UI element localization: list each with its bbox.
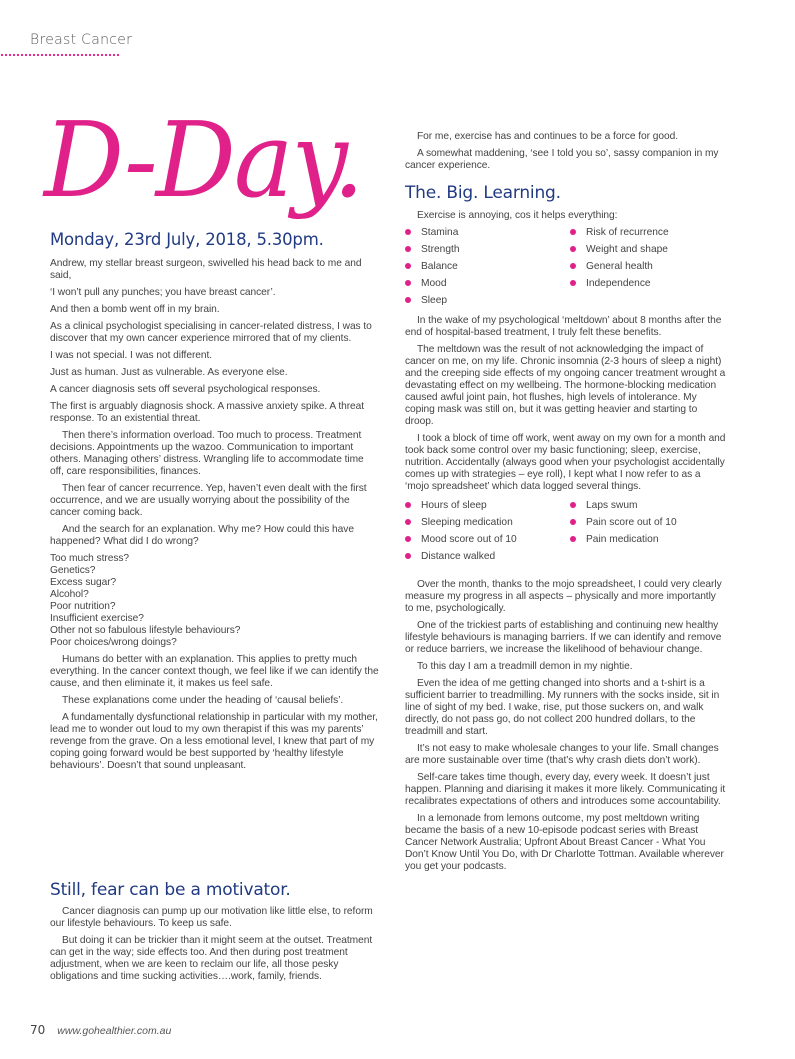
benefits-list [405, 224, 727, 309]
list-item: Independence [570, 275, 720, 292]
dateline-heading: Monday, 23rd July, 2018, 5.30pm. [50, 230, 324, 249]
paragraph: And then a bomb went off in my brain. [50, 304, 220, 315]
list-item: Strength [405, 241, 570, 258]
question-line: Genetics? [50, 565, 96, 576]
list-item: General health [570, 258, 720, 275]
list-item: Mood score out of 10 [405, 531, 570, 548]
paragraph: Cancer diagnosis can pump up our motivation like little else, to reform our lifestyle behaviours. To keep us safe. [50, 906, 373, 929]
question-line: Too much stress? [50, 553, 130, 564]
list-item: Risk of recurrence [570, 224, 720, 241]
paragraph: In the wake of my psychological ‘meltdown’ about 8 months after the end of hospital-based treatment, I truly felt these benefits. [405, 315, 722, 338]
paragraph: But doing it can be trickier than it might seem at the outset. Treatment can get in the way; side effects too. And then during post treatment adjustment, when we are keen to reclaim our life, all those pesky obligations and time sucking activities….work, family, friends. [50, 935, 373, 982]
paragraph: Over the month, thanks to the mojo spreadsheet, I could very clearly measure my progress in all aspects – physically and more importantly to me, psychologically. [405, 579, 722, 614]
paragraph: Even the idea of me getting changed into shorts and a t-shirt is a sufficient barrier to treadmilling. My runners with the socks inside, sit in line of sight of my bed. I wake, rise, put those suckers on, and walk directly, do not pass go, do not collect 200 hundred dollars, to the treadmill and start. [405, 678, 720, 737]
paragraph: The meltdown was the result of not acknowledging the impact of cancer on me, on my life. Chronic insomnia (2-3 hours of sleep a night) and the creeping side effects of my ongoing cancer treatment wrought a devastating effect on my wellbeing. The hormone-blocking medication caused awful joint pain, hot flushes, high levels of intolerance. My coping mask was still on, but it was getting heavier and starting to droop. [405, 344, 726, 427]
page-number: 70 [30, 1023, 46, 1037]
paragraph: In a lemonade from lemons outcome, my post meltdown writing became the basis of a new 10-episode podcast series with Breast Cancer Network Australia; Upfront About Breast Cancer - What You Don’t Know Until You Do, with Dr Charlotte Tottman. Available wherever you get your podcasts. [405, 813, 724, 872]
list-item: Weight and shape [570, 241, 720, 258]
paragraph: A fundamentally dysfunctional relationship in particular with my mother, lead me to wonder out loud to my own therapist if this was my parents’ revenge from the grave. On a less emotional level, I knew that part of my coping going forward would be best supported by ‘healthy lifestyle behaviours’. Doesn’t that sound unpleasant. [50, 712, 378, 771]
paragraph: To this day I am a treadmill demon in my nightie. [417, 661, 633, 672]
paragraph: Just as human. Just as vulnerable. As everyone else. [50, 367, 288, 378]
paragraph: Self-care takes time though, every day, every week. It doesn’t just happen. Planning and diarising it makes it more likely. Communicating it recalibrates expectations of others and introduces some accountability. [405, 772, 726, 807]
question-line: Insufficient exercise? [50, 613, 144, 624]
list-item: Distance walked [405, 548, 570, 565]
section-heading-big-learning: The. Big. Learning. [405, 183, 561, 203]
paragraph: And the search for an explanation. Why me? How could this have happened? What did I do wrong? [50, 524, 354, 547]
right-body [405, 210, 727, 873]
paragraph: For me, exercise has and continues to be a force for good. [417, 131, 678, 142]
paragraph: A cancer diagnosis sets off several psychological responses. [50, 384, 321, 395]
paragraph: It’s not easy to make wholesale changes to your life. Small changes are more sustainable over time (that’s why crash diets don’t work). [405, 743, 719, 766]
list-item: Stamina [405, 224, 570, 241]
paragraph: As a clinical psychologist specialising in cancer-related distress, I was to discover that my own cancer experience mirrored that of my clients. [50, 321, 372, 344]
question-line: Poor nutrition? [50, 601, 116, 612]
dotted-rule [0, 53, 120, 56]
list-item: Pain medication [570, 531, 720, 548]
paragraph: Then fear of cancer recurrence. Yep, haven’t even dealt with the first occurrence, and we are usually worrying about the possibility of the cancer coming back. [50, 483, 367, 518]
paragraph: The first is arguably diagnosis shock. A massive anxiety spike. A threat response. To an existential threat. [50, 401, 365, 424]
paragraph: One of the trickiest parts of establishing and continuing new healthy lifestyle behaviours is managing barriers. If we can identify and remove or reduce barriers, we increase the likelihood of behaviour change. [405, 620, 722, 655]
website-url: www.gohealthier.com.au [57, 1025, 172, 1037]
tracking-list [405, 497, 727, 565]
paragraph: Humans do better with an explanation. This applies to pretty much everything. In the cancer context though, we feel like if we can identify the cause, and then eliminate it, it makes us feel safe. [50, 654, 379, 689]
list-item: Sleeping medication [405, 514, 570, 531]
question-list [50, 553, 380, 649]
section-tag: Breast Cancer [30, 32, 133, 48]
paragraph: I was not special. I was not different. [50, 350, 213, 361]
article-title: D-Day. [44, 99, 363, 221]
list-item: Pain score out of 10 [570, 514, 720, 531]
question-line: Poor choices/wrong doings? [50, 637, 177, 648]
paragraph: Then there’s information overload. Too much to process. Treatment decisions. Appointments up the wazoo. Communication to important others. Managing others’ distress. Wrangling life to accommodate time off, care responsibilities, finances. [50, 430, 364, 477]
page-footer [30, 1023, 171, 1037]
list-item: Sleep [405, 292, 570, 309]
paragraph: ‘I won’t pull any punches; you have breast cancer’. [50, 287, 276, 298]
list-item: Hours of sleep [405, 497, 570, 514]
right-intro [405, 131, 727, 172]
paragraph: Exercise is annoying, cos it helps everything: [417, 210, 618, 221]
left-body [50, 258, 380, 772]
section-heading-motivator: Still, fear can be a motivator. [50, 880, 291, 900]
paragraph: A somewhat maddening, ‘see I told you so’, sassy companion in my cancer experience. [405, 148, 719, 171]
paragraph: I took a block of time off work, went away on my own for a month and took back some control over my basic functioning; sleep, exercise, nutrition. Accidentally (always good when your psychologist accidentally comes up with strategies – eye roll), I kept what I now refer to as a ‘mojo spreadsheet’ which data logged several things. [405, 433, 726, 492]
list-item: Balance [405, 258, 570, 275]
question-line: Excess sugar? [50, 577, 117, 588]
question-line: Other not so fabulous lifestyle behaviours? [50, 625, 241, 636]
left-body-end [50, 906, 380, 983]
list-item: Mood [405, 275, 570, 292]
question-line: Alcohol? [50, 589, 89, 600]
list-item: Laps swum [570, 497, 720, 514]
paragraph: Andrew, my stellar breast surgeon, swivelled his head back to me and said, [50, 258, 362, 281]
paragraph: These explanations come under the heading of ‘causal beliefs’. [62, 695, 344, 706]
